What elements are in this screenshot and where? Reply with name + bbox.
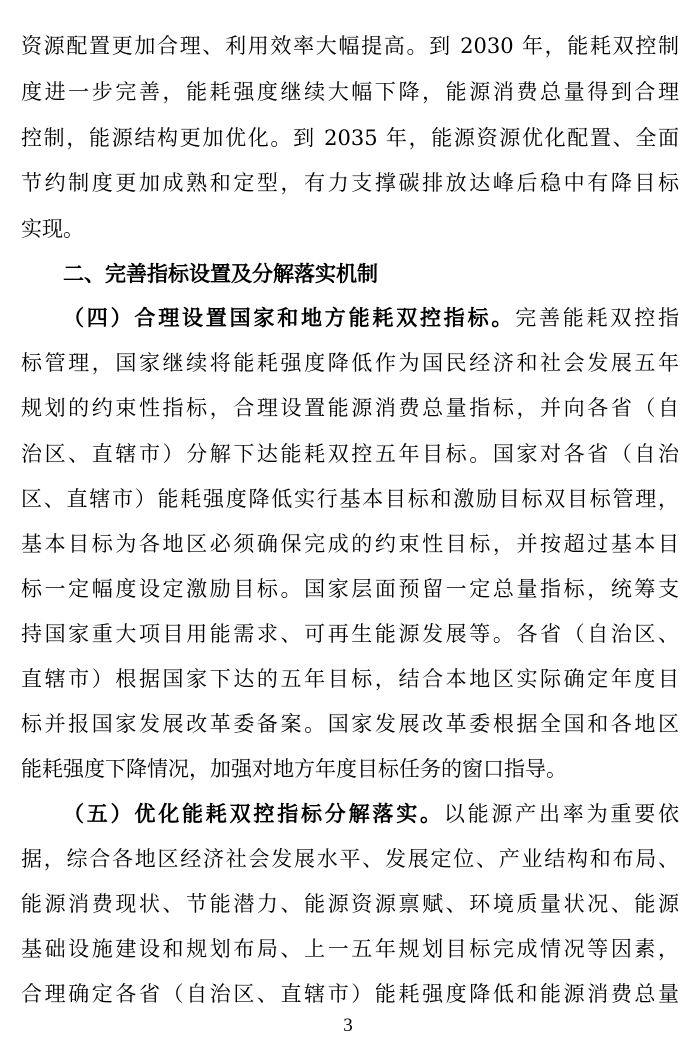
intro-line-4: 节约制度更加成熟和定型，有力支撑碳排放达峰后稳中有降目标 <box>21 171 679 195</box>
para-four-line-1 <box>63 301 679 335</box>
para-four-line-3: 规划的约束性指标，合理设置能源消费总量指标，并向各省（自 <box>21 396 679 420</box>
para-four-line-4: 治区、直辖市）分解下达能耗双控五年目标。国家对各省（自治 <box>21 442 679 466</box>
para-four-line-11: 能耗强度下降情况，加强对地方年度目标任务的窗口指导。 <box>21 757 567 781</box>
intro-line-3: 控制，能源结构更加优化。到 2035 年，能源资源优化配置、全面 <box>21 126 679 150</box>
intro-line-2: 度进一步完善，能耗强度继续大幅下降，能源消费总量得到合理 <box>21 80 679 104</box>
para-five-title: （五）优化能耗双控指标分解落实。 <box>63 802 444 826</box>
para-four-line-8: 持国家重大项目用能需求、可再生能源发展等。各省（自治区、 <box>21 622 679 646</box>
para-four-line-2: 标管理，国家继续将能耗强度降低作为国民经济和社会发展五年 <box>21 351 679 375</box>
page-number: 3 <box>343 1015 353 1036</box>
intro-line-5: 实现。 <box>21 217 84 241</box>
para-four-line-7: 标一定幅度设定激励目标。国家层面预留一定总量指标，统筹支 <box>21 577 679 601</box>
para-four-title: （四）合理设置国家和地方能耗双控指标。 <box>63 306 516 330</box>
para-five-line-4: 基础设施建设和规划布局、上一五年规划目标完成情况等因素， <box>21 937 679 961</box>
para-four-line-6: 基本目标为各地区必须确保完成的约束性目标，并按超过基本目 <box>21 532 679 556</box>
para-five-line-1 <box>63 797 679 831</box>
para-four-line-5: 区、直辖市）能耗强度降低实行基本目标和激励目标双目标管理， <box>21 487 679 511</box>
para-five-line-5: 合理确定各省（自治区、直辖市）能耗强度降低和能源消费总量 <box>21 982 679 1006</box>
para-five-line-1-text: 以能源产出率为重要依 <box>443 802 679 826</box>
para-four-line-9: 直辖市）根据国家下达的五年目标，结合本地区实际确定年度目 <box>21 667 679 691</box>
para-five-line-3: 能源消费现状、节能潜力、能源资源禀赋、环境质量状况、能源 <box>21 892 679 916</box>
para-five-line-2: 据，综合各地区经济社会发展水平、发展定位、产业结构和布局、 <box>21 847 679 871</box>
para-four-line-1-text: 完善能耗双控指 <box>515 306 679 330</box>
section-heading: 二、完善指标设置及分解落实机制 <box>63 262 378 286</box>
para-four-line-10: 标并报国家发展改革委备案。国家发展改革委根据全国和各地区 <box>21 712 679 736</box>
intro-line-1: 资源配置更加合理、利用效率大幅提高。到 2030 年，能耗双控制 <box>21 34 679 58</box>
